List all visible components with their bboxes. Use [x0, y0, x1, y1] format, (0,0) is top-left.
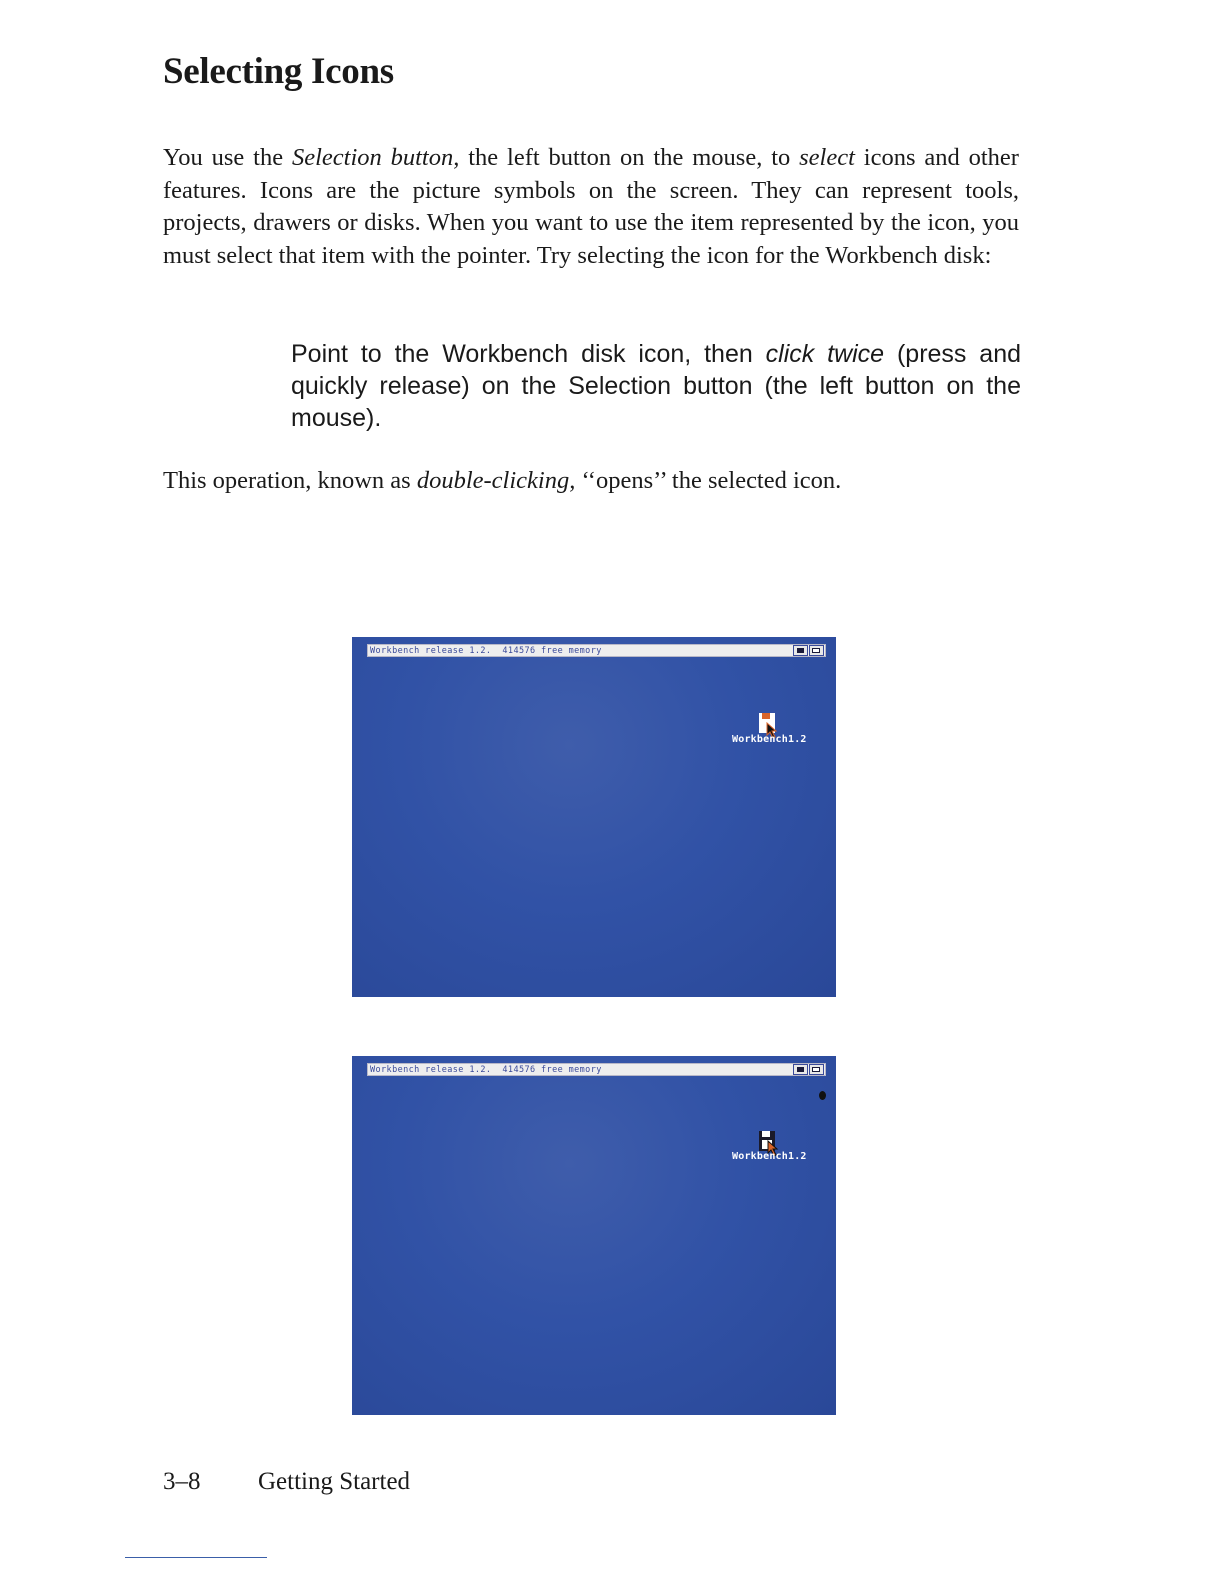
- page-heading: Selecting Icons: [163, 51, 394, 92]
- workbench-title-bar: [367, 1063, 826, 1076]
- disk-shutter: [762, 713, 770, 719]
- workbench-title-bar: [367, 644, 826, 657]
- conclusion-paragraph: This operation, known as double-clicking, ‘‘opens’’ the selected icon.: [163, 467, 842, 494]
- page-number: 3–8: [163, 1468, 201, 1495]
- busy-pointer-icon: [819, 1091, 826, 1100]
- front-gadget-icon: [809, 1064, 824, 1075]
- depth-gadgets: [793, 645, 824, 656]
- disk-icon-label: Workbench1.2: [732, 734, 807, 745]
- section-title: Getting Started: [258, 1468, 411, 1495]
- disk-icon-label: Workbench1.2: [732, 1151, 807, 1162]
- title-bar-text: Workbench release 1.2. 414576 free memory: [370, 645, 602, 656]
- instruction-paragraph: Point to the Workbench disk icon, then click twice (press and quickly release) on the Selection button (the left button on the mouse).: [291, 340, 1022, 432]
- back-gadget-icon: [793, 1064, 808, 1075]
- back-gadget-icon: [793, 645, 808, 656]
- depth-gadgets: [793, 1064, 824, 1075]
- workbench-screenshot-before: [352, 637, 836, 997]
- workbench-screenshot-after: [352, 1056, 836, 1415]
- front-gadget-icon: [809, 645, 824, 656]
- intro-paragraph: You use the Selection button, the left button on the mouse, to select icons and other features. Icons are the picture symbols on the screen. They can represent tools, projects, drawers or disks. When you want to use the item represented by the icon, you must select that item with the pointer. Try selecting the icon for the Workbench disk:: [163, 144, 1019, 269]
- disk-shutter: [762, 1131, 770, 1137]
- title-bar-text: Workbench release 1.2. 414576 free memory: [370, 1064, 602, 1075]
- bottom-rule: [125, 1557, 267, 1558]
- page-footer: [163, 1468, 410, 1496]
